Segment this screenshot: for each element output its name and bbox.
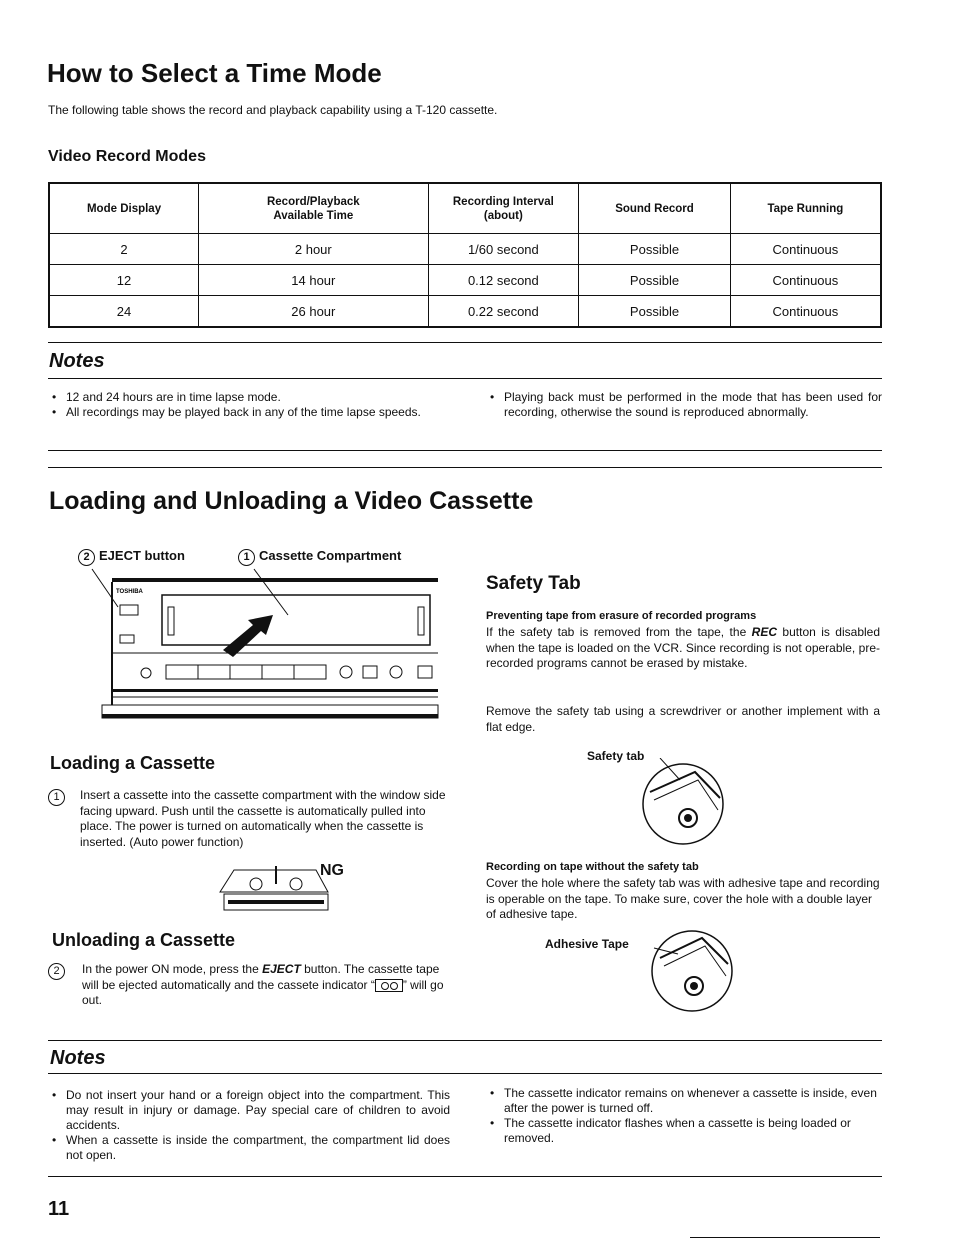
arrow-icon (223, 615, 273, 657)
note-item: • The cassette indicator flashes when a cassette is being loaded or removed. (486, 1116, 882, 1146)
safety-tab-label: Safety tab (587, 749, 645, 763)
rec-word: REC (751, 625, 778, 639)
eject-button-icon (120, 605, 138, 615)
divider (48, 1073, 882, 1074)
unloading-text-c: ” will go out. (82, 977, 444, 1007)
vcr-front-panel-illustration (78, 565, 440, 725)
page-number: 11 (48, 1198, 70, 1220)
notes-left (48, 390, 458, 420)
step-number: 2 (48, 963, 65, 980)
section-title-loading: Loading and Unloading a Video Cassette (49, 487, 534, 515)
unloading-text-a: In the power ON mode, press the (82, 962, 263, 976)
adhesive-tape-illustration (650, 928, 736, 1014)
prevent-text (486, 625, 880, 672)
ng-label: NG (320, 862, 344, 879)
knob-icon (340, 666, 352, 678)
table-row (49, 296, 881, 328)
table-row (49, 234, 881, 265)
callout-number: 1 (238, 549, 255, 566)
prevent-text-b: button is disabled when the tape is loaded on the VCR. Since recording is not operable, pre-recorded programs cannot be erased by mistake. (486, 625, 881, 670)
callout-eject (78, 548, 185, 566)
header-tape-running: Tape Running (730, 183, 881, 234)
table-cell: 1/60 second (428, 234, 579, 265)
prevent-text-a: If the safety tab is removed from the tape, the (486, 625, 752, 639)
note-item: • The cassette indicator remains on whenever a cassette is inside, even after the power is turned off. (486, 1086, 882, 1116)
note-item: • Do not insert your hand or a foreign object into the compartment. This may result in injury or damage. Pay special care of children to avoid accidents. (48, 1088, 450, 1133)
power-button-icon (120, 635, 134, 643)
table-cell: 14 hour (199, 265, 428, 296)
table-cell: Continuous (730, 234, 881, 265)
table-cell: 26 hour (199, 296, 428, 328)
divider (48, 1040, 882, 1041)
safety-tab-illustration (640, 758, 730, 848)
table-cell: Continuous (730, 296, 881, 328)
note-item: • Playing back must be performed in the mode that has been used for recording, otherwise the sound is reproduced abnormally. (486, 390, 882, 420)
header-recording-interval: Recording Interval (about) (428, 183, 579, 234)
table-cell: Possible (579, 296, 731, 328)
step-number: 1 (48, 789, 65, 806)
header-sound-record: Sound Record (579, 183, 731, 234)
table-cell: Continuous (730, 265, 881, 296)
recording-text: Cover the hole where the safety tab was with adhesive tape and recording is operable on the tape. To make sure, cover the hole with a double layer of adhesive tape. (486, 876, 880, 921)
section-title-time-mode: How to Select a Time Mode (47, 58, 382, 88)
loading-text: Insert a cassette into the cassette compartment with the window side facing upward. Push until the cassette is automatically pulled into place. The power is turned on automatically when the cassette is inserted. (Auto power function) (80, 788, 446, 849)
table-cell: 2 hour (199, 234, 428, 265)
divider (48, 450, 882, 451)
cassette-indicator-icon (375, 979, 403, 992)
callout-compartment (238, 548, 401, 566)
unloading-text (82, 962, 452, 1009)
divider (48, 342, 882, 343)
callout-number: 2 (78, 549, 95, 566)
table-cell: 0.22 second (428, 296, 579, 328)
intro-text: The following table shows the record and playback capability using a T-120 cassette. (48, 103, 498, 117)
cassette-ng-illustration (216, 862, 336, 914)
prevent-heading: Preventing tape from erasure of recorded programs (486, 610, 757, 622)
table-cell: 24 (49, 296, 199, 328)
notes-right (486, 1086, 882, 1146)
loading-title: Loading a Cassette (50, 753, 216, 773)
callout-compartment-label: Cassette Compartment (259, 548, 402, 563)
video-record-modes-table (48, 182, 882, 328)
divider (48, 467, 882, 468)
table-cell: Possible (579, 234, 731, 265)
safety-tab-title: Safety Tab (486, 573, 581, 594)
table-row (49, 265, 881, 296)
table-cell: 12 (49, 265, 199, 296)
notes-left (48, 1088, 450, 1163)
note-item: • All recordings may be played back in any of the time lapse speeds. (48, 405, 458, 420)
table-cell: 0.12 second (428, 265, 579, 296)
brand-label: TOSHIBA (116, 589, 143, 595)
subtitle-video-record-modes: Video Record Modes (48, 148, 206, 165)
notes-title: Notes (50, 1047, 106, 1069)
table-header-row (49, 183, 881, 234)
recording-heading: Recording on tape without the safety tab (486, 861, 699, 873)
notes-title: Notes (49, 350, 105, 372)
table-cell: 2 (49, 234, 199, 265)
note-item: • When a cassette is inside the compartment, the compartment lid does not open. (48, 1133, 450, 1163)
remove-text: Remove the safety tab using a screwdriver or another implement with a flat edge. (486, 704, 880, 734)
divider (48, 1176, 882, 1177)
eject-word: EJECT (262, 962, 301, 976)
header-available-time: Record/Playback Available Time (199, 183, 428, 234)
callout-eject-label: EJECT button (99, 548, 185, 563)
adhesive-tape-label: Adhesive Tape (545, 937, 629, 951)
notes-right (486, 390, 882, 420)
knob-icon (390, 666, 402, 678)
table-cell: Possible (579, 265, 731, 296)
divider (48, 378, 882, 379)
note-item: • 12 and 24 hours are in time lapse mode. (48, 390, 458, 405)
header-mode-display: Mode Display (49, 183, 199, 234)
unloading-title: Unloading a Cassette (52, 930, 236, 950)
unloading-text-b: button. The cassette tape will be ejected automatically and the cassete indicator “ (82, 962, 440, 992)
